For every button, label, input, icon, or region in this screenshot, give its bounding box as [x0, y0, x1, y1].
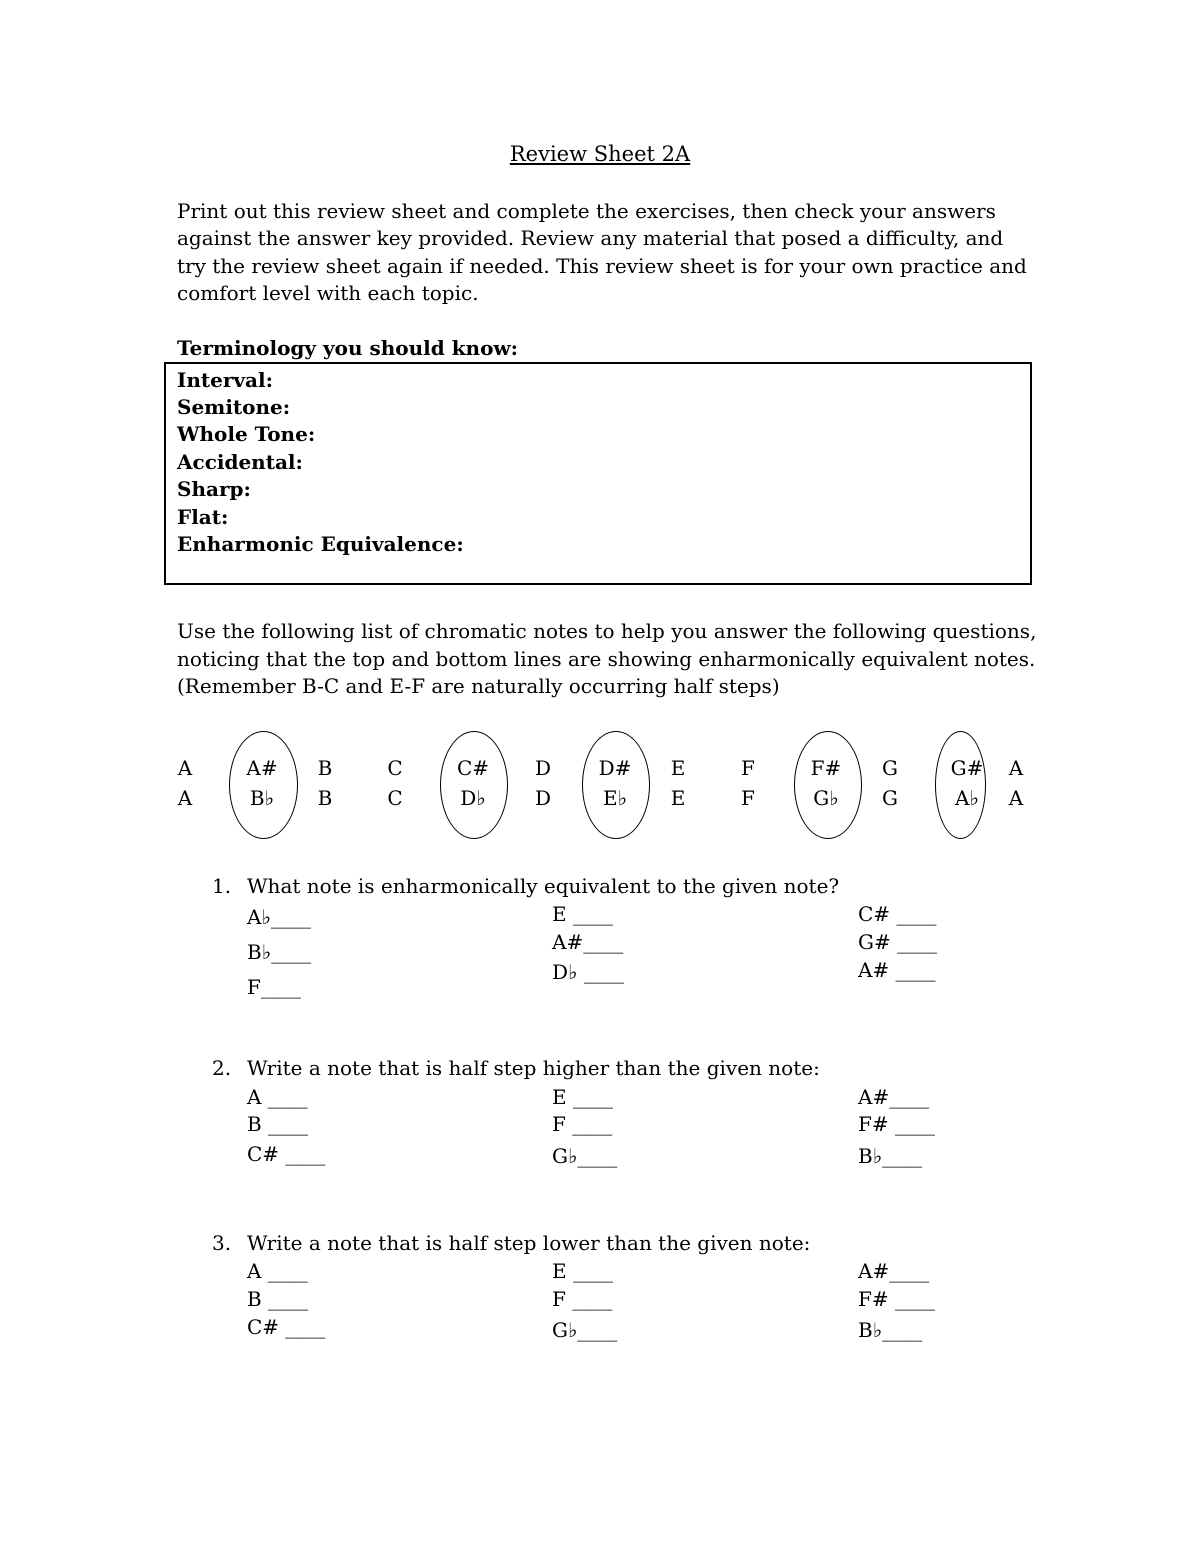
chromatic-instructions-line-1: Use the following list of chromatic notes to help you answer the following questions, — [177, 619, 1037, 643]
chromatic-note-top: G — [882, 756, 898, 780]
chromatic-note-bottom: C — [387, 786, 403, 810]
chromatic-note-top: G# — [950, 756, 984, 780]
answer-blank[interactable]: E ____ — [552, 902, 613, 926]
term-sharp: Sharp: — [177, 477, 251, 501]
chromatic-instructions-line-2: noticing that the top and bottom lines are showing enharmonically equivalent notes. — [177, 647, 1036, 671]
enharmonic-pair-ellipse — [229, 731, 298, 839]
enharmonic-pair-ellipse — [935, 731, 986, 839]
chromatic-note-top: F# — [810, 756, 842, 780]
answer-blank[interactable]: G♭____ — [552, 1144, 618, 1168]
answer-blank[interactable]: A ____ — [247, 1259, 308, 1283]
enharmonic-pair-ellipse — [440, 731, 508, 839]
answer-blank[interactable]: G# ____ — [858, 930, 938, 954]
question-number: 3. — [212, 1231, 232, 1255]
question-number: 1. — [212, 874, 232, 898]
chromatic-note-top: A — [1008, 756, 1024, 780]
answer-blank[interactable]: A#____ — [858, 1085, 930, 1109]
chromatic-note-bottom: G — [882, 786, 898, 810]
answer-blank[interactable]: C# ____ — [247, 1315, 326, 1339]
answer-blank[interactable]: F# ____ — [858, 1287, 935, 1311]
term-flat: Flat: — [177, 505, 229, 529]
question-text: What note is enharmonically equivalent to the given note? — [247, 874, 840, 898]
chromatic-instructions-line-3: (Remember B-C and E-F are naturally occurring half steps) — [177, 674, 780, 698]
chromatic-note-bottom: A♭ — [955, 786, 979, 810]
question-text: Write a note that is half step higher than the given note: — [247, 1056, 820, 1080]
intro-line-4: comfort level with each topic. — [177, 281, 479, 305]
answer-blank[interactable]: A#____ — [552, 930, 624, 954]
answer-blank[interactable]: B♭____ — [247, 940, 312, 964]
answer-blank[interactable]: G♭____ — [552, 1318, 618, 1342]
chromatic-note-bottom: D♭ — [460, 786, 486, 810]
intro-line-3: try the review sheet again if needed. This review sheet is for your own practice and — [177, 254, 1027, 278]
answer-blank[interactable]: B ____ — [247, 1112, 309, 1136]
question-number: 2. — [212, 1056, 232, 1080]
term-enharmonic-equivalence: Enharmonic Equivalence: — [177, 532, 464, 556]
chromatic-note-bottom: A — [1008, 786, 1024, 810]
intro-line-1: Print out this review sheet and complete the exercises, then check your answers — [177, 199, 996, 223]
answer-blank[interactable]: F____ — [247, 975, 301, 999]
chromatic-note-top: D# — [598, 756, 632, 780]
chromatic-note-bottom: E — [670, 786, 686, 810]
question-text: Write a note that is half step lower than the given note: — [247, 1231, 811, 1255]
answer-blank[interactable]: C# ____ — [858, 902, 937, 926]
answer-blank[interactable]: E ____ — [552, 1085, 613, 1109]
chromatic-note-top: C — [387, 756, 403, 780]
answer-blank[interactable]: F# ____ — [858, 1112, 935, 1136]
answer-blank[interactable]: B♭____ — [858, 1144, 923, 1168]
answer-blank[interactable]: B ____ — [247, 1287, 309, 1311]
answer-blank[interactable]: A ____ — [247, 1085, 308, 1109]
answer-blank[interactable]: D♭ ____ — [552, 960, 624, 984]
intro-line-2: against the answer key provided. Review any material that posed a difficulty, and — [177, 226, 1004, 250]
enharmonic-pair-ellipse — [582, 731, 650, 839]
chromatic-note-bottom: G♭ — [813, 786, 839, 810]
chromatic-note-top: C# — [456, 756, 490, 780]
chromatic-note-top: A# — [246, 756, 278, 780]
chromatic-note-top: D — [534, 756, 552, 780]
chromatic-note-bottom: B — [317, 786, 333, 810]
chromatic-note-bottom: B♭ — [249, 786, 275, 810]
terminology-heading: Terminology you should know: — [177, 336, 519, 360]
term-interval: Interval: — [177, 368, 273, 392]
answer-blank[interactable]: A# ____ — [858, 958, 936, 982]
chromatic-note-bottom: D — [534, 786, 552, 810]
term-semitone: Semitone: — [177, 395, 291, 419]
enharmonic-pair-ellipse — [794, 731, 862, 839]
page-title: Review Sheet 2A — [509, 142, 691, 166]
answer-blank[interactable]: A#____ — [858, 1259, 930, 1283]
chromatic-note-top: E — [670, 756, 686, 780]
answer-blank[interactable]: E ____ — [552, 1259, 613, 1283]
term-whole-tone: Whole Tone: — [177, 422, 316, 446]
answer-blank[interactable]: C# ____ — [247, 1142, 326, 1166]
answer-blank[interactable]: A♭____ — [247, 905, 311, 929]
chromatic-note-top: B — [317, 756, 333, 780]
chromatic-note-bottom: F — [741, 786, 755, 810]
answer-blank[interactable]: F ____ — [552, 1112, 613, 1136]
chromatic-note-bottom: E♭ — [602, 786, 628, 810]
answer-blank[interactable]: B♭____ — [858, 1318, 923, 1342]
chromatic-note-top: F — [741, 756, 755, 780]
chromatic-note-bottom: A — [177, 786, 193, 810]
term-accidental: Accidental: — [177, 450, 303, 474]
chromatic-note-top: A — [177, 756, 193, 780]
answer-blank[interactable]: F ____ — [552, 1287, 613, 1311]
